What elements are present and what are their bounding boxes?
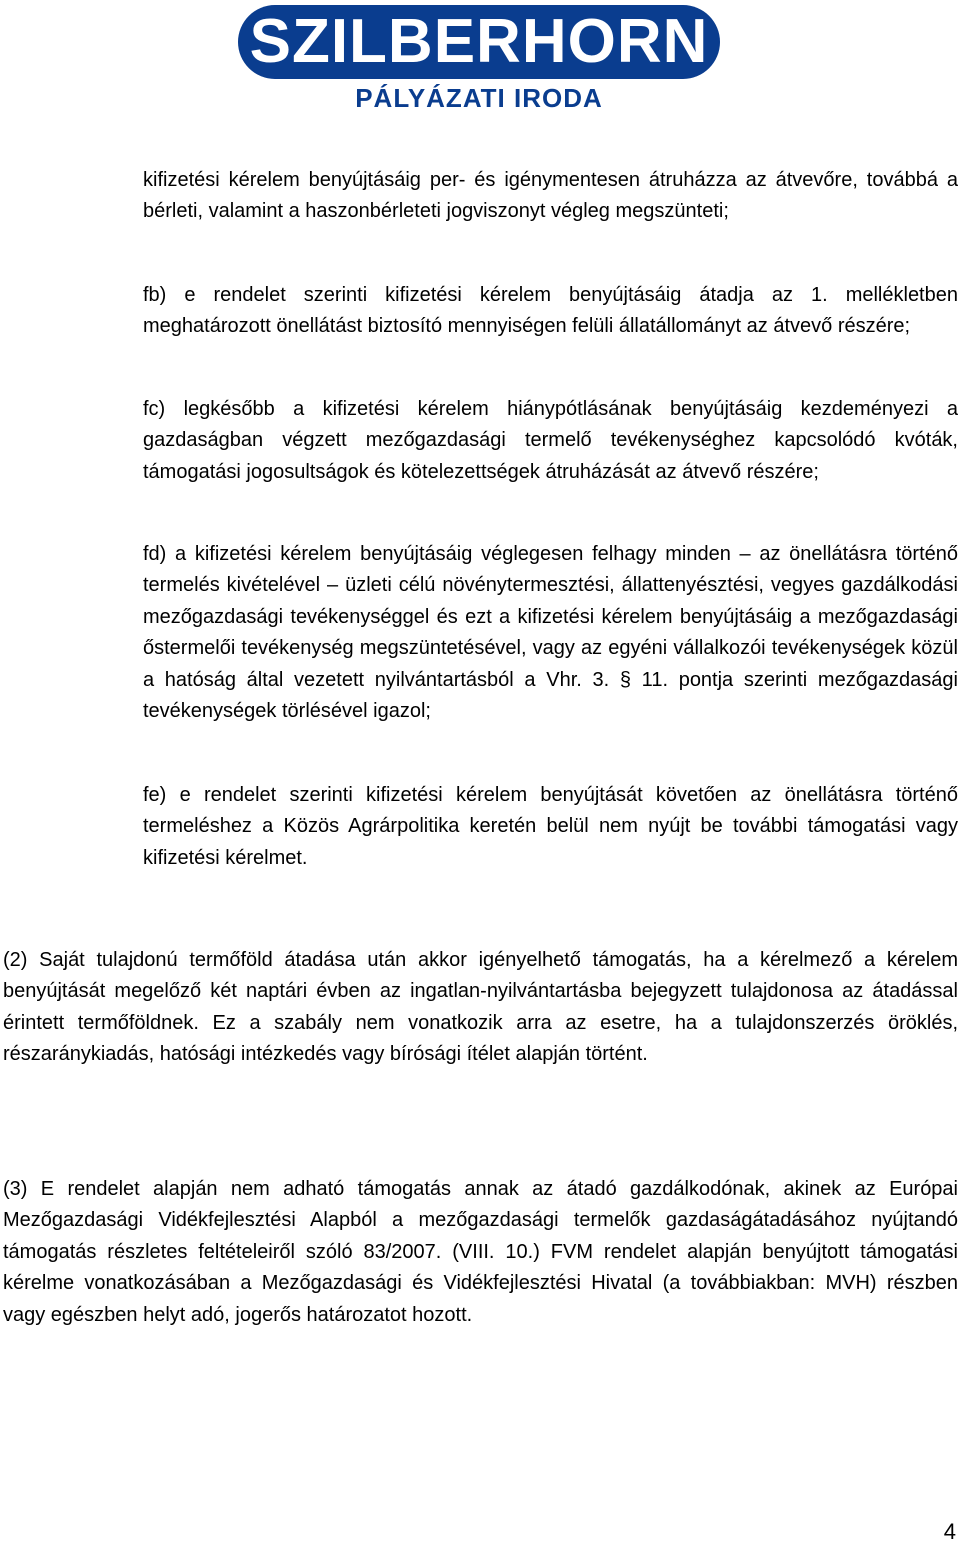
paragraph-2: (2) Saját tulajdonú termőföld átadása után akkor igényelhető támogatás, ha a kérelmező a kérelem benyújtását megelőző két naptári évben az ingatlan-nyilvántartásba bejegyzett tulajdonosa az átadással érintett termőföldnek. Ez a szabály nem vonatkozik arra az esetre, ha a tulajdonszerzés öröklés, részaránykiadás, hatósági intézkedés vagy bírósági ítélet alapján történt. (3, 949, 958, 1066)
logo-subtitle: PÁLYÁZATI IRODA (355, 83, 603, 113)
paragraph-3: (3) E rendelet alapján nem adható támogatás annak az átadó gazdálkodónak, akinek az Európai Mezőgazdasági Vidékfejlesztési Alapból a mezőgazdasági termelők gazdaságátadásához nyújtandó támogatás részletes feltételeiről szóló 83/2007. (VIII. 10.) FVM rendelet alapján benyújtott támogatási kérelme vonatkozásában a Mezőgazdasági és Vidékfejlesztési Hivatal (a továbbiakban: MVH) részben vagy egészben helyt adó, jogerős határozatot hozott. (3, 1178, 958, 1326)
paragraph-fd: fd) a kifizetési kérelem benyújtásáig véglegesen felhagy minden – az önellátásra történő termelés kivételével – üzleti célú növénytermesztési, állattenyésztési, vegyes gazdálkodási mezőgazdasági tevékenységgel és ezt a kifizetési kérelem benyújtásáig a mezőgazdasági őstermelői tevékenység megszüntetésével, vagy az egyéni vállalkozói tevékenységek közül a hatóság által vezetett nyilvántartásból a Vhr. 3. § 11. pontja szerinti mezőgazdasági tevékenységek törlésével igazol; (143, 543, 958, 723)
logo-name: SZILBERHORN (249, 7, 709, 76)
paragraph-f-end: kifizetési kérelem benyújtásáig per- és igénymentesen átruházza az átvevőre, továbbá a bérleti, valamint a haszonbérleteti jogviszonyt végleg megszünteti; (143, 169, 958, 223)
page-number: 4 (943, 1519, 956, 1544)
paragraph-fe: fe) e rendelet szerinti kifizetési kérelem benyújtását követően az önellátásra történő termeléshez a Közös Agrárpolitika keretén belül nem nyújt be további támogatási vagy kifizetési kérelmet. (143, 784, 958, 869)
paragraph-fc: fc) legkésőbb a kifizetési kérelem hiánypótlásának benyújtásáig kezdeményezi a gazdaságban végzett mezőgazdasági termelő tevékenységhez kapcsolódó kvóták, támogatási jogosultságok és kötelezettségek átruházását az átvevő részére; (143, 398, 958, 483)
paragraph-fb: fb) e rendelet szerinti kifizetési kérelem benyújtásáig átadja az 1. mellékletben meghatározott önellátást biztosító mennyiségen felüli állatállományt az átvevő részére; (143, 284, 958, 338)
logo (238, 5, 720, 113)
